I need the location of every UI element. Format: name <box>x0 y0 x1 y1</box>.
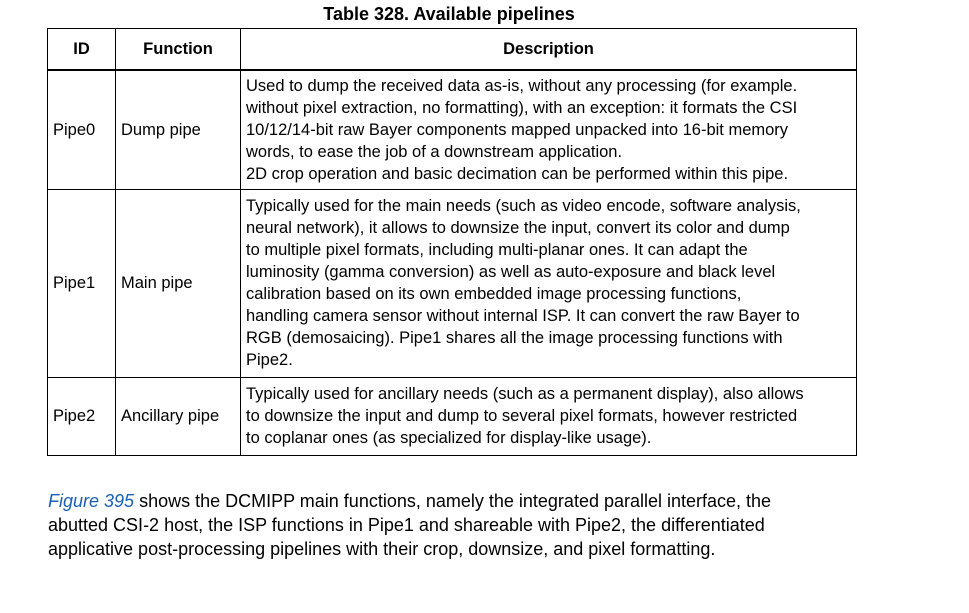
paragraph-line: abutted CSI-2 host, the ISP functions in Pipe1 and shareable with Pipe2, the differentiated <box>48 515 765 535</box>
cell-description <box>241 189 857 377</box>
description-line: Typically used for the main needs (such as video encode, software analysis, <box>246 197 801 215</box>
description-line: handling camera sensor without internal ISP. It can convert the raw Bayer to <box>246 307 800 325</box>
paragraph-line-text: shows the DCMIPP main functions, namely the integrated parallel interface, the <box>134 491 772 511</box>
cell-id: Pipe0 <box>48 70 116 189</box>
cell-id: Pipe2 <box>48 377 116 455</box>
body-paragraph <box>48 489 868 561</box>
cell-description <box>241 377 857 455</box>
description-line: luminosity (gamma conversion) as well as auto-exposure and black level <box>246 263 776 281</box>
description-line: to downsize the input and dump to several pixel formats, however restricted <box>246 407 798 425</box>
table-header-row <box>48 29 857 71</box>
cell-function: Dump pipe <box>116 70 241 189</box>
table-caption: Table 328. Available pipelines <box>323 4 575 24</box>
header-description: Description <box>241 29 857 71</box>
cell-id: Pipe1 <box>48 189 116 377</box>
description-line: words, to ease the job of a downstream application. <box>246 142 623 161</box>
description-line: RGB (demosaicing). Pipe1 shares all the image processing functions with <box>246 329 783 347</box>
description-line: Pipe2. <box>246 351 293 369</box>
cell-description <box>241 70 857 189</box>
table-row-pipe1 <box>48 189 857 377</box>
description-line: to multiple pixel formats, including multi-planar ones. It can adapt the <box>246 241 748 259</box>
description-line: to coplanar ones (as specialized for display-like usage). <box>246 429 652 447</box>
cell-function: Main pipe <box>116 189 241 377</box>
description-line: neural network), it allows to downsize the input, convert its color and dump <box>246 219 790 237</box>
paragraph-line <box>48 489 868 513</box>
description-line: calibration based on its own embedded image processing functions, <box>246 285 742 303</box>
pipelines-table <box>47 28 857 456</box>
description-line: 2D crop operation and basic decimation can be performed within this pipe. <box>246 164 789 183</box>
paragraph-line: applicative post-processing pipelines with their crop, downsize, and pixel formatting. <box>48 539 716 559</box>
description-line: Used to dump the received data as-is, without any processing (for example. <box>246 76 798 95</box>
cell-function: Ancillary pipe <box>116 377 241 455</box>
header-function: Function <box>116 29 241 71</box>
header-id: ID <box>48 29 116 71</box>
description-line: 10/12/14-bit raw Bayer components mapped unpacked into 16-bit memory <box>246 120 789 139</box>
figure-link[interactable]: Figure 395 <box>48 491 135 511</box>
description-line: without pixel extraction, no formatting), with an exception: it formats the CSI <box>246 98 798 117</box>
description-line: Typically used for ancillary needs (such as a permanent display), also allows <box>246 385 804 403</box>
table-row-pipe0 <box>48 70 857 189</box>
table-row-pipe2 <box>48 377 857 455</box>
